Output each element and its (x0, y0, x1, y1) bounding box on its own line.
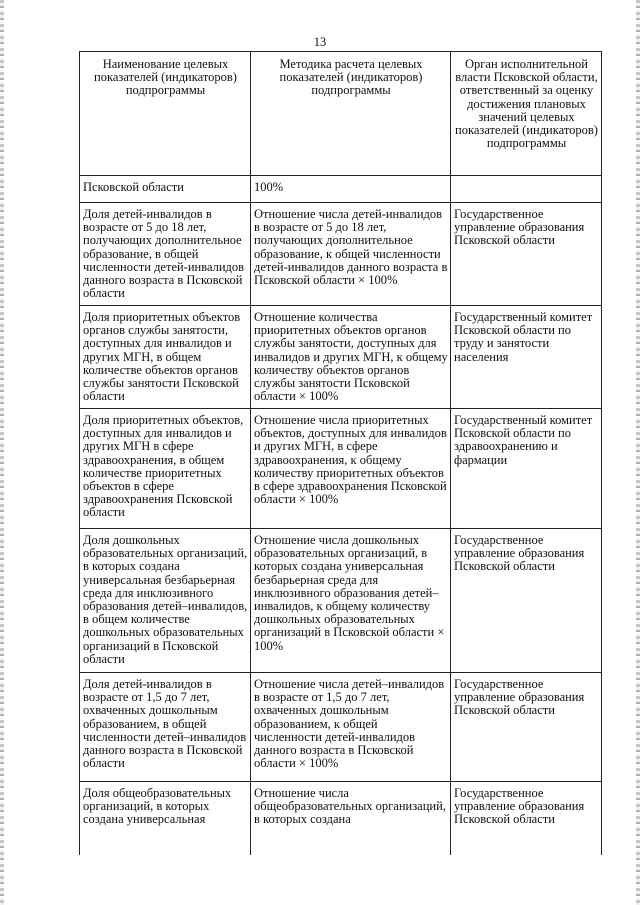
authority-cell (451, 176, 602, 203)
indicators-table (79, 51, 602, 855)
indicator-cell: Доля детей-инвалидов в возрасте от 5 до 18 лет, получающих дополнительное образование, в общей численности детей-инвалидов данного возраста в Псковской области (80, 203, 251, 306)
method-cell: Отношение числа детей–инвалидов в возрасте от 1,5 до 7 лет, охваченных дошкольным образованием, к общей численности детей-инвалидов данного возраста в Псковской области × 100% (251, 673, 451, 782)
authority-cell: Государственное управление образования Псковской области (451, 673, 602, 782)
method-cell: Отношение числа дошкольных образовательных организаций, в которых создана универсальная безбарьерная среда для инклюзивного образования детей–инвалидов, к общему количеству дошкольных образовательных организаций в Псковской области × 100% (251, 529, 451, 673)
indicator-cell: Псковской области (80, 176, 251, 203)
page-number: 13 (313, 35, 327, 49)
table-row (80, 529, 602, 673)
scan-edge-right (636, 0, 640, 905)
indicator-cell: Доля дошкольных образовательных организаций, в которых создана универсальная безбарьерная среда для инклюзивного образования детей–инвалидов, в общем количестве дошкольных образовательных организаций в Псковской области (80, 529, 251, 673)
header-calculation-method: Методика расчета целевых показателей (индикаторов) подпрограммы (251, 52, 451, 176)
table-row (80, 306, 602, 409)
authority-cell: Государственный комитет Псковской области по здравоохранению и фармации (451, 409, 602, 529)
table-row (80, 176, 602, 203)
table-header-row (80, 52, 602, 176)
authority-cell: Государственное управление образования Псковской области (451, 529, 602, 673)
method-cell: Отношение числа общеобразовательных организаций, в которых создана (251, 782, 451, 856)
method-cell: Отношение числа детей-инвалидов в возрасте от 5 до 18 лет, получающих дополнительное образование, к общей численности детей-инвалидов данного возраста в Псковской области × 100% (251, 203, 451, 306)
authority-cell: Государственный комитет Псковской области по труду и занятости населения (451, 306, 602, 409)
method-cell: 100% (251, 176, 451, 203)
indicator-cell: Доля общеобразовательных организаций, в которых создана универсальная (80, 782, 251, 856)
header-indicator-name: Наименование целевых показателей (индикаторов) подпрограммы (80, 52, 251, 176)
scan-edge-left (0, 0, 4, 905)
table-row (80, 203, 602, 306)
indicator-cell: Доля приоритетных объектов, доступных для инвалидов и других МГН в сфере здравоохранения, в общем количестве приоритетных объектов в сфере здравоохранения Псковской области (80, 409, 251, 529)
indicator-cell: Доля приоритетных объектов органов службы занятости, доступных для инвалидов и других МГН, в общем количестве объектов органов службы занятости Псковской области (80, 306, 251, 409)
method-cell: Отношение числа приоритетных объектов, доступных для инвалидов и других МГН, в сфере здравоохранения, к общему количеству приоритетных объектов в сфере здравоохранения Псковской области × 100% (251, 409, 451, 529)
table-row (80, 782, 602, 856)
table-row (80, 673, 602, 782)
authority-cell: Государственное управление образования Псковской области (451, 782, 602, 856)
authority-cell: Государственное управление образования Псковской области (451, 203, 602, 306)
method-cell: Отношение количества приоритетных объектов органов службы занятости, доступных для инвалидов и других МГН, к общему количеству объектов органов службы занятости Псковской области × 100% (251, 306, 451, 409)
header-responsible-authority: Орган исполнительной власти Псковской области, ответственный за оценку достижения плановых значений целевых показателей (индикаторов) подпрограммы (451, 52, 602, 176)
indicator-cell: Доля детей-инвалидов в возрасте от 1,5 до 7 лет, охваченных дошкольным образованием, в общей численности детей–инвалидов данного возраста в Псковской области (80, 673, 251, 782)
table-row (80, 409, 602, 529)
